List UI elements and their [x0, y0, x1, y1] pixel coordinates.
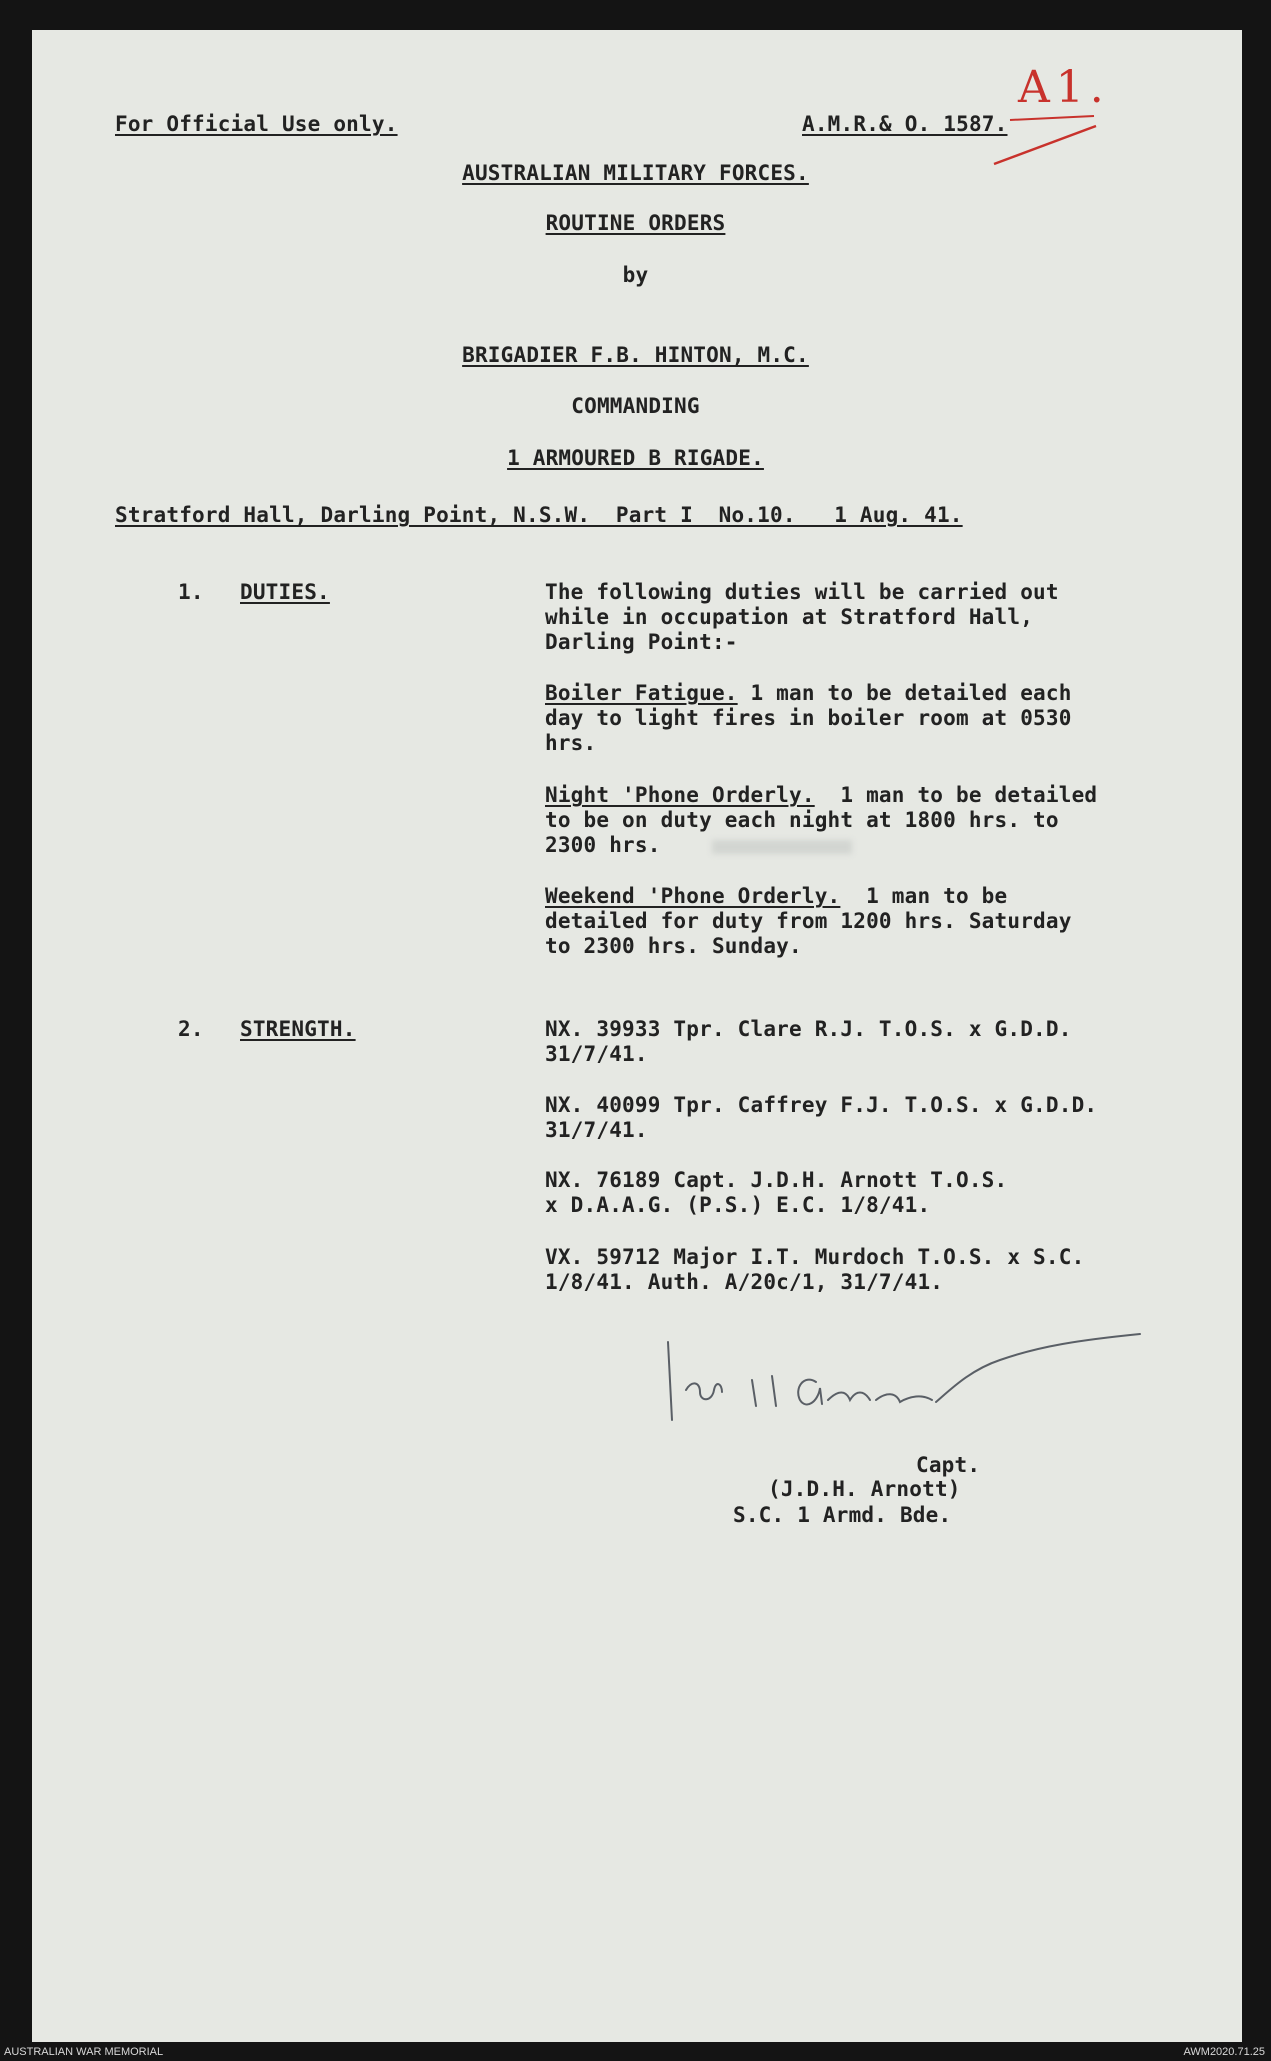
handwritten-signature — [660, 1330, 1160, 1450]
duty-item-text: 1 man to be detailed each — [737, 681, 1072, 705]
section-heading-strength: STRENGTH. — [240, 1017, 356, 1041]
duty-item-line: to 2300 hrs. Sunday. — [545, 934, 802, 958]
section-heading-duties: DUTIES. — [240, 580, 330, 604]
duty-item-text: 1 man to be — [840, 884, 1008, 908]
duty-item-line: day to light fires in boiler room at 0530 — [545, 706, 1072, 730]
duty-item-title-line — [545, 681, 1072, 706]
section-number: 1. — [178, 580, 204, 604]
duty-item-line: 2300 hrs. — [545, 833, 661, 857]
duty-item-title: Weekend 'Phone Orderly. — [545, 884, 841, 908]
duty-item-line: hrs. — [545, 731, 597, 755]
title-routine-orders: ROUTINE ORDERS — [545, 211, 726, 235]
signature-name: (J.D.H. Arnott) — [768, 1477, 961, 1501]
signature-unit: S.C. 1 Armd. Bde. — [733, 1503, 952, 1527]
title-forces: AUSTRALIAN MILITARY FORCES. — [462, 161, 809, 185]
erased-text-smudge — [712, 840, 852, 854]
red-pencil-strike — [990, 108, 1102, 168]
archive-footer-right: AWM2020.71.25 — [1183, 2046, 1265, 2058]
strength-entry-line: NX. 39933 Tpr. Clare R.J. T.O.S. x G.D.D. — [545, 1017, 1072, 1041]
duty-item-line: to be on duty each night at 1800 hrs. to — [545, 808, 1059, 832]
title-commanding: COMMANDING — [571, 394, 700, 418]
strength-entry-line: 1/8/41. Auth. A/20c/1, 31/7/41. — [545, 1270, 944, 1294]
duties-intro-line: The following duties will be carried out — [545, 580, 1059, 604]
strength-entry-line: NX. 40099 Tpr. Caffrey F.J. T.O.S. x G.D.D. — [545, 1093, 1098, 1117]
strength-entry-line: 31/7/41. — [545, 1118, 648, 1142]
strength-entry-line: NX. 76189 Capt. J.D.H. Arnott T.O.S. — [545, 1168, 1008, 1192]
duty-item-title: Night 'Phone Orderly. — [545, 783, 815, 807]
duties-intro-line: while in occupation at Stratford Hall, — [545, 605, 1034, 629]
duty-item-title-line — [545, 783, 1097, 808]
strength-entry-line: VX. 59712 Major I.T. Murdoch T.O.S. x S.C. — [545, 1245, 1085, 1269]
strength-entry-line: x D.A.A.G. (P.S.) E.C. 1/8/41. — [545, 1193, 931, 1217]
duty-item-text: 1 man to be detailed — [814, 783, 1098, 807]
duty-item-line: detailed for duty from 1200 hrs. Saturday — [545, 909, 1072, 933]
strength-entry-line: 31/7/41. — [545, 1042, 648, 1066]
signature-rank: Capt. — [916, 1453, 981, 1477]
official-use-label: For Official Use only. — [115, 112, 398, 136]
title-by: by — [622, 263, 649, 287]
reference-number: A.M.R.& O. 1587. — [802, 112, 1008, 136]
duty-item-title: Boiler Fatigue. — [545, 681, 738, 705]
handwritten-mark: A1. — [1018, 62, 1110, 113]
archive-footer-left: AUSTRALIAN WAR MEMORIAL — [4, 2046, 164, 2058]
title-commander: BRIGADIER F.B. HINTON, M.C. — [462, 343, 809, 367]
title-unit: 1 ARMOURED B RIGADE. — [507, 446, 764, 470]
location-line: Stratford Hall, Darling Point, N.S.W. Part I No.10. 1 Aug. 41. — [115, 503, 963, 527]
duties-intro-line: Darling Point:- — [545, 630, 738, 654]
duty-item-title-line — [545, 884, 1007, 909]
section-number: 2. — [178, 1017, 204, 1041]
